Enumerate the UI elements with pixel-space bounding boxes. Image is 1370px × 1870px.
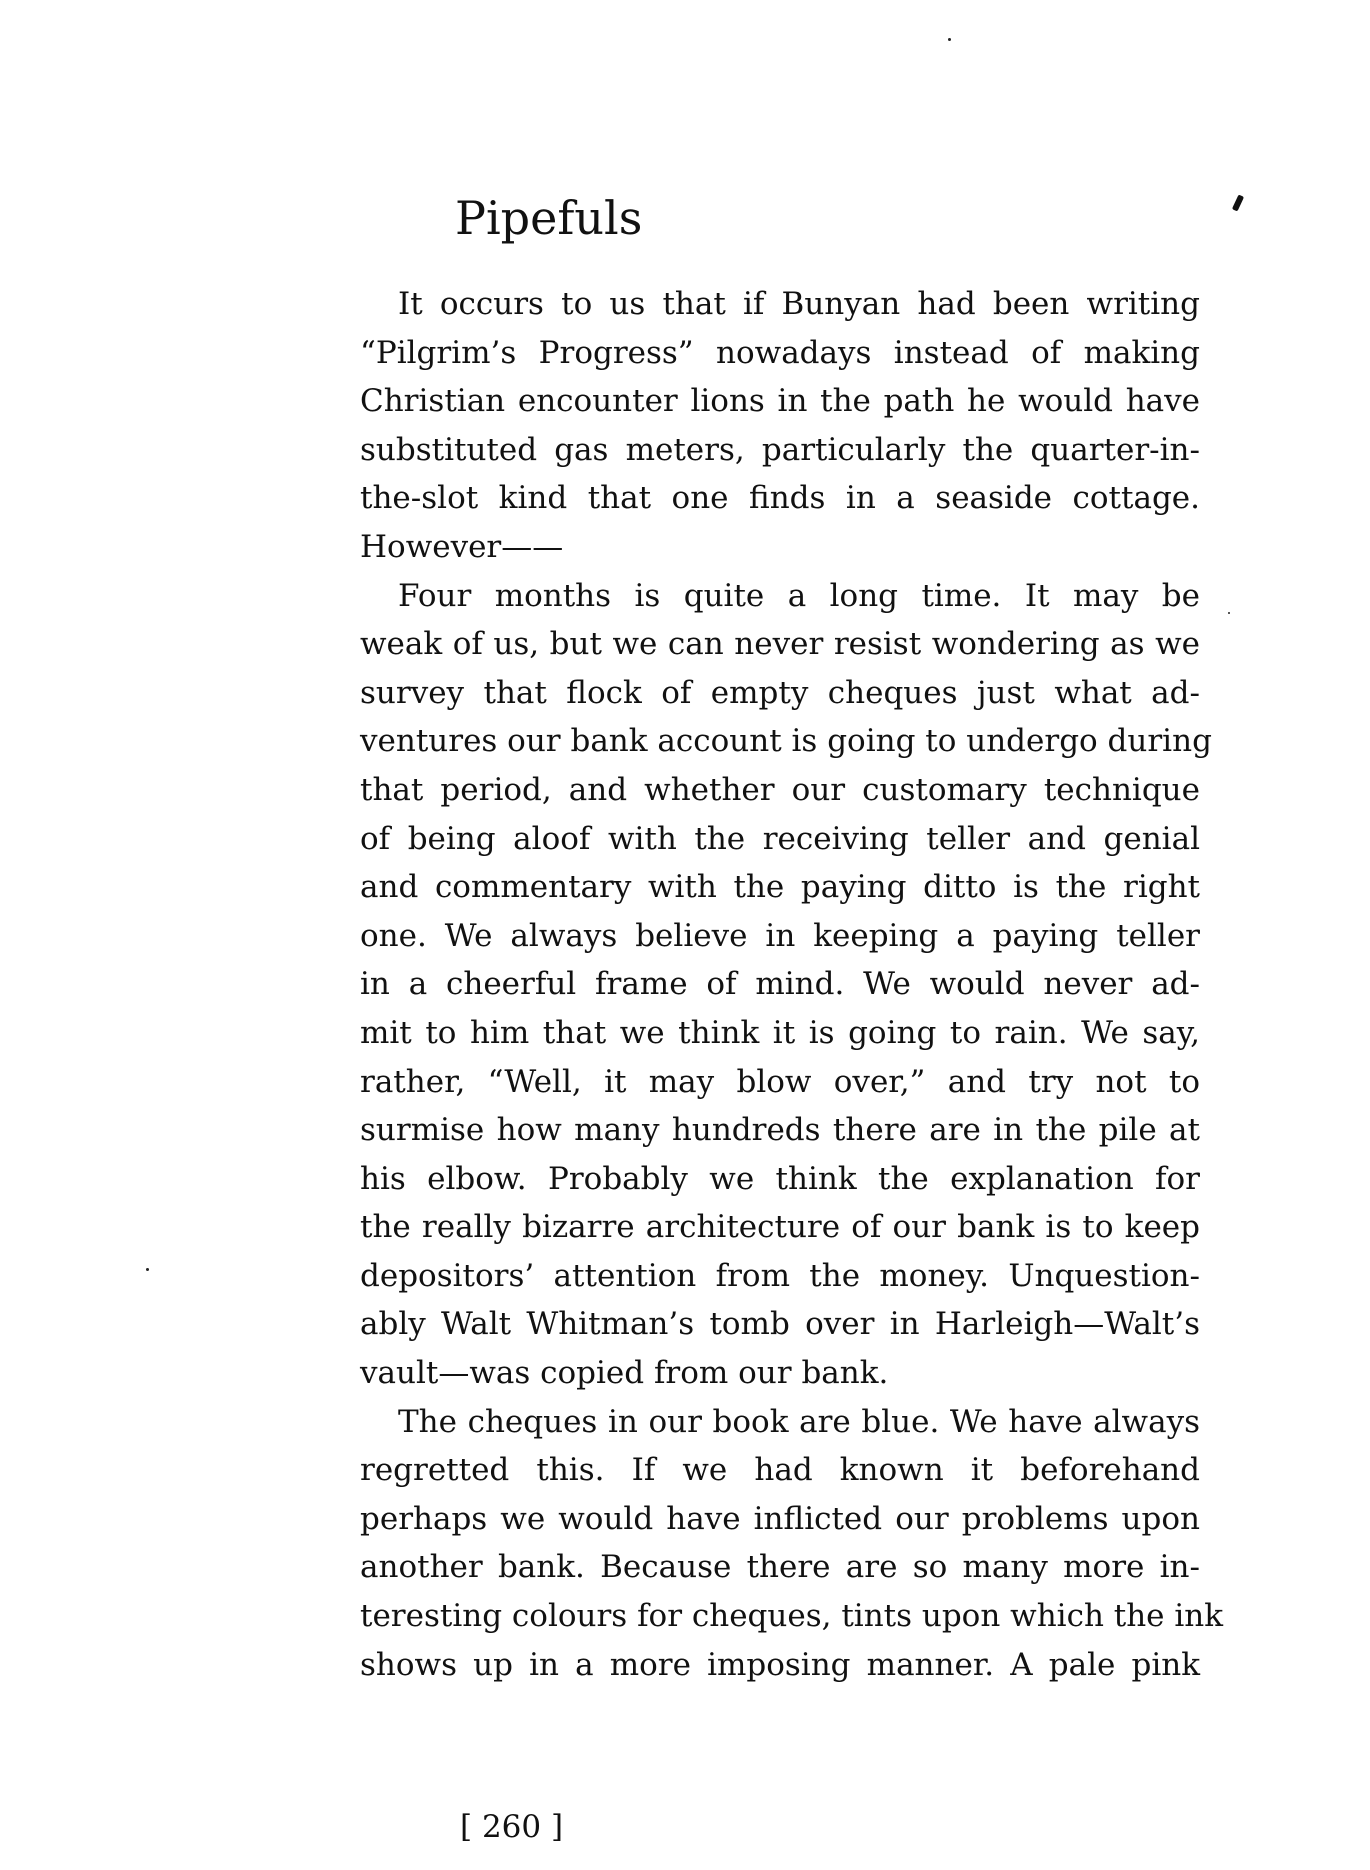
text-line: survey that flock of empty cheques just what ad- <box>360 674 1200 711</box>
print-mark <box>1232 194 1244 211</box>
text-line: the really bizarre architecture of our bank is to keep <box>360 1209 1200 1246</box>
text-line: Christian encounter lions in the path he would have <box>360 383 1200 420</box>
text-line: in a cheerful frame of mind. We would never ad- <box>360 966 1200 1003</box>
body-text <box>360 280 1224 1689</box>
text-line: vault—was copied from our bank. <box>360 1355 889 1392</box>
text-line: It occurs to us that if Bunyan had been writing <box>398 286 1200 322</box>
page-number: [ 260 ] <box>460 1809 564 1845</box>
text-line: the-slot kind that one finds in a seaside cottage. <box>360 480 1200 517</box>
print-speck <box>948 38 951 41</box>
text-line: However—— <box>360 528 564 565</box>
text-line: regretted this. If we had known it beforehand <box>360 1452 1200 1489</box>
text-line: rather, “Well, it may blow over,” and try not to <box>360 1063 1200 1100</box>
text-line: depositors’ attention from the money. Unquestion- <box>360 1257 1200 1294</box>
text-line: of being aloof with the receiving teller and genial <box>360 820 1200 857</box>
text-line: teresting colours for cheques, tints upon which the ink <box>360 1598 1224 1635</box>
print-speck <box>146 1268 149 1271</box>
text-line: that period, and whether our customary technique <box>360 771 1200 808</box>
text-line: another bank. Because there are so many more in- <box>360 1549 1200 1586</box>
text-line: substituted gas meters, particularly the quarter-in- <box>360 431 1200 468</box>
text-line: weak of us, but we can never resist wondering as we <box>360 626 1200 663</box>
text-line: ventures our bank account is going to undergo during <box>360 723 1212 760</box>
text-line: perhaps we would have inflicted our problems upon <box>360 1500 1200 1537</box>
text-line: his elbow. Probably we think the explanation for <box>360 1160 1200 1197</box>
text-line: ably Walt Whitman’s tomb over in Harleigh—Walt’s <box>360 1306 1200 1343</box>
print-speck <box>1228 612 1230 614</box>
text-line: “Pilgrim’s Progress” nowadays instead of making <box>360 334 1200 371</box>
text-line: The cheques in our book are blue. We have always <box>398 1403 1200 1440</box>
text-line: Four months is quite a long time. It may be <box>398 577 1200 614</box>
text-line: mit to him that we think it is going to rain. We say, <box>360 1014 1200 1051</box>
text-line: and commentary with the paying ditto is the right <box>360 869 1200 906</box>
text-line: one. We always believe in keeping a paying teller <box>360 917 1200 954</box>
page-title: Pipefuls <box>455 191 643 245</box>
text-line: shows up in a more imposing manner. A pale pink <box>360 1646 1200 1683</box>
text-line: surmise how many hundreds there are in the pile at <box>360 1112 1200 1149</box>
